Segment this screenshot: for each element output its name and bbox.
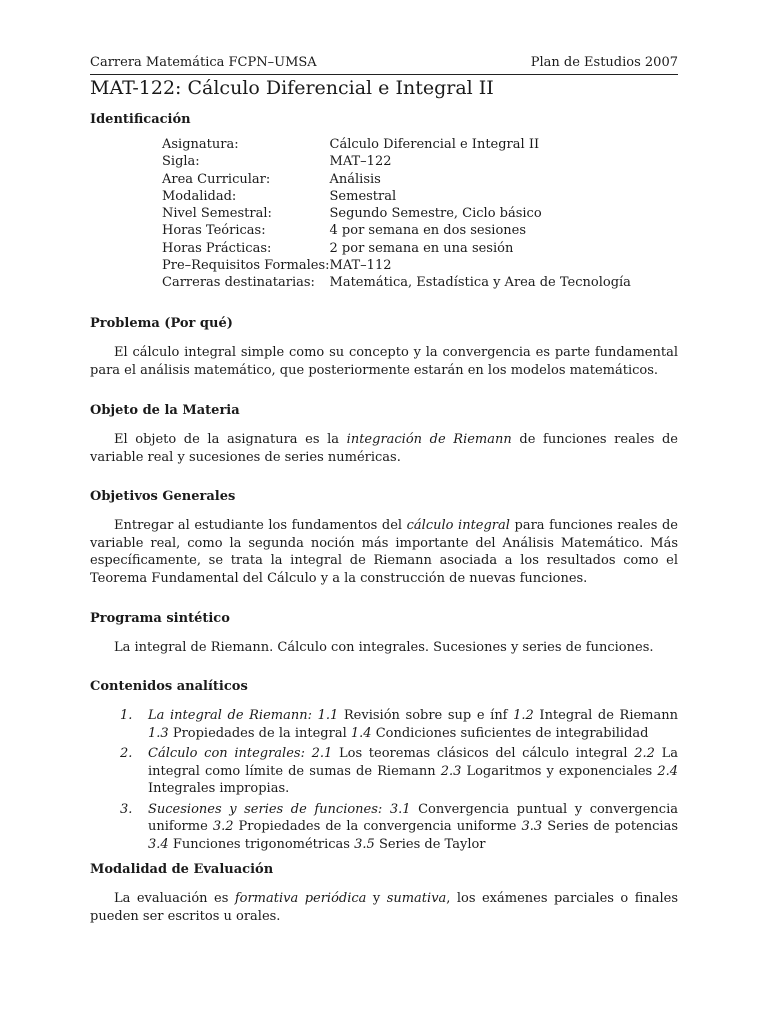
heading-identificacion: Identificación [90,112,191,127]
contenido-topic-text: Integral de Riemann [533,708,679,723]
contenido-topic-label: Cálculo con integrales: 2.1 [148,746,333,761]
identification-table [162,136,631,292]
identification-key: Nivel Semestral: [162,206,272,222]
contenido-topic-label: 2.3 [440,763,462,779]
identification-row [162,205,631,222]
contenido-topic-label: 3.3 [521,819,543,834]
contenido-topic-text: Propiedades de la integral [168,725,351,741]
identification-key: Carreras destinatarias: [162,275,315,291]
identification-key: Horas Teóricas: [162,223,266,239]
identification-row [162,188,631,205]
identification-row [162,257,631,274]
identification-value: Semestral [329,188,397,204]
objeto-emphasis: integración de Riemann [346,432,512,447]
identification-row [162,222,631,239]
contenido-number: 3. [120,801,133,817]
identification-key: Modalidad: [162,188,237,204]
contenido-item [90,707,678,742]
identification-value: 4 por semana en dos sesiones [329,223,527,239]
objeto-paragraph: El objeto de la asignatura es la integración de Riemann de funciones reales de variable real y sucesiones de series numéricas. [90,432,678,465]
contenido-topic-text: Series de potencias [542,819,678,834]
programa-paragraph: La integral de Riemann. Cálculo con integrales. Sucesiones y series de funciones. [114,640,654,655]
contenido-topic-label: 3.4 [148,836,169,852]
identification-row [162,153,631,170]
heading-objeto: Objeto de la Materia [90,403,240,418]
contenido-topic-text: Series de Taylor [374,836,486,852]
contenido-topic-text: Condiciones suficientes de integrabilidad [371,725,649,741]
identification-value: MAT–112 [329,258,392,274]
contenido-topic-label: 1.4 [350,725,372,741]
header-left: Carrera Matemática FCPN–UMSA [90,55,317,70]
heading-programa: Programa sintético [90,611,230,626]
header-right: Plan de Estudios 2007 [530,55,678,70]
contenido-topic-text: La integral como límite de sumas de Riemann [148,746,678,779]
identification-key: Area Curricular: [162,171,271,187]
identification-row [162,240,631,257]
contenido-topic-label: 2.2 [634,746,655,761]
evaluacion-emphasis-2: sumativa [386,891,447,906]
identification-key: Pre–Requisitos Formales: [162,258,330,274]
identification-value: Análisis [329,171,381,187]
evaluacion-emphasis-1: formativa periódica [234,891,367,906]
contenido-topic-label: La integral de Riemann: 1.1 [148,708,339,723]
contenido-topic-label: 3.2 [212,819,234,834]
contenido-topic-text: Los teoremas clásicos del cálculo integral [332,746,635,761]
contenido-topic-text: Convergencia puntual y convergencia uniforme [148,801,678,834]
contenido-number: 1. [120,708,133,723]
contenido-topic-label: 1.3 [148,725,169,741]
contenido-topic-label: 2.4 [657,763,678,779]
identification-value: Cálculo Diferencial e Integral II [329,137,540,152]
heading-evaluacion: Modalidad de Evaluación [90,862,274,877]
contenido-topic-text: Integrales impropias. [148,781,290,796]
identification-key: Asignatura: [162,137,239,152]
identification-row [162,136,631,153]
identification-row [162,274,631,291]
evaluacion-paragraph: La evaluación es formativa periódica y sumativa, los exámenes parciales o finales pueden ser escritos u orales. [90,891,679,924]
contenido-topic-text: Revisión sobre sup e ínf [338,708,514,723]
contenido-item [90,801,678,854]
heading-problema: Problema (Por qué) [90,316,233,331]
identification-value: Segundo Semestre, Ciclo básico [329,206,542,222]
document-title: MAT-122: Cálculo Diferencial e Integral II [90,77,494,99]
contenido-topic-text: Funciones trigonométricas [168,836,355,852]
identification-value: MAT–122 [329,154,392,170]
objetivos-paragraph: Entregar al estudiante los fundamentos del cálculo integral para funciones reales de variable real, como la segunda noción más importante del Análisis Matemático. Más específicamente, se trata la integral de Riemann asociada a los resultados como el Teorema Fundamental del Cálculo y a la construcción de nuevas funciones. [90,518,678,586]
objetivos-emphasis: cálculo integral [406,518,510,533]
identification-key: Horas Prácticas: [162,240,272,256]
contenido-topic-text: Logaritmos y exponenciales [461,763,658,779]
problema-paragraph: El cálculo integral simple como su concepto y la convergencia es parte fundamental para el análisis matemático, que posteriormente estarán en los modelos matemáticos. [90,345,678,378]
contenido-number: 2. [120,746,133,761]
contenido-topic-label: 1.2 [513,708,534,723]
identification-key: Sigla: [162,154,200,170]
contenido-topic-text: Propiedades de la convergencia uniforme [233,819,522,834]
identification-value: 2 por semana en una sesión [329,240,514,256]
identification-value: Matemática, Estadística y Area de Tecnología [329,275,631,291]
heading-objetivos: Objetivos Generales [90,489,236,504]
heading-contenidos: Contenidos analíticos [90,679,248,694]
running-header [90,55,678,71]
contenido-item [90,745,678,798]
header-rule [90,74,678,75]
contenido-topic-label: 3.5 [354,836,375,852]
identification-row [162,171,631,188]
contenido-topic-label: Sucesiones y series de funciones: 3.1 [148,801,411,817]
contenidos-list [90,707,678,856]
